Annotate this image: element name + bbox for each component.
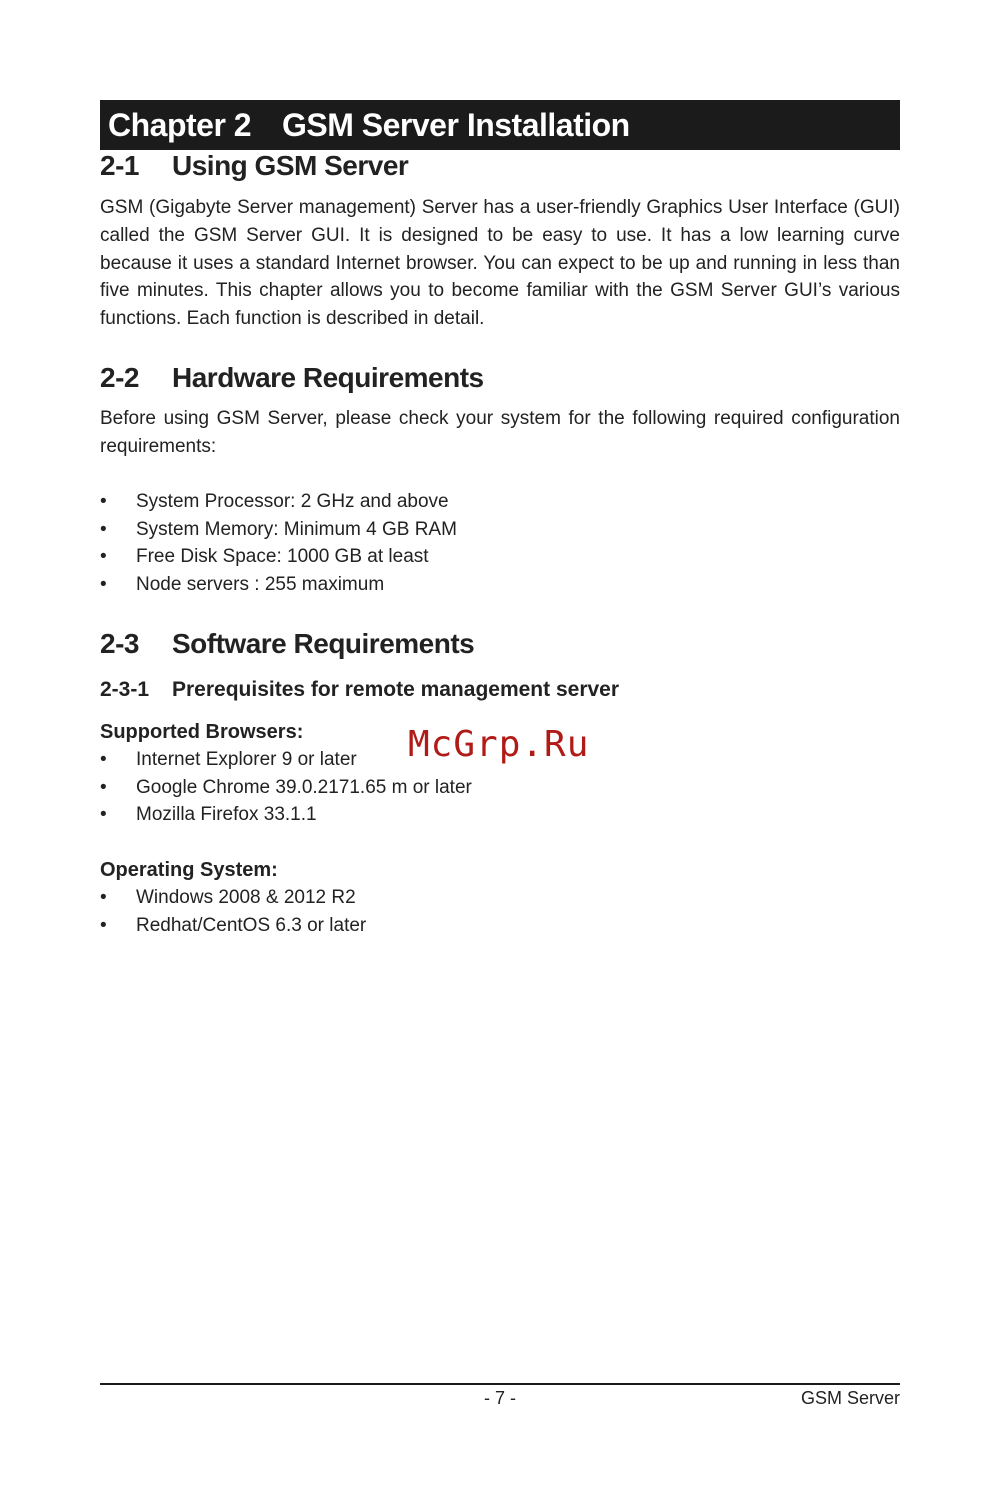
hardware-paragraph: Before using GSM Server, please check your system for the following required configuration requirements: <box>100 408 900 457</box>
list-item: • Free Disk Space: 1000 GB at least <box>100 543 900 571</box>
footer-divider <box>100 1383 900 1385</box>
bullet-icon: • <box>100 518 107 540</box>
chapter-title: GSM Server Installation <box>282 106 630 143</box>
bullet-icon: • <box>100 546 107 568</box>
section-title: Hardware Requirements <box>172 362 484 393</box>
watermark-logo: McGrp.Ru <box>408 724 590 765</box>
bullet-icon: • <box>100 749 107 770</box>
section-heading-2-2: 2-2 Hardware Requirements <box>100 362 484 393</box>
hardware-requirements-list <box>100 488 900 598</box>
operating-system-heading: Operating System: <box>100 859 278 881</box>
list-item: • Redhat/CentOS 6.3 or later <box>100 912 900 940</box>
operating-system-list <box>100 884 900 939</box>
subsection-title: Prerequisites for remote management server <box>172 678 620 701</box>
list-item: • Windows 2008 & 2012 R2 <box>100 884 900 912</box>
subsection-heading-2-3-1: 2-3-1 Prerequisites for remote management server <box>100 678 620 701</box>
chapter-heading <box>100 100 900 150</box>
list-item: • System Memory: Minimum 4 GB RAM <box>100 516 900 544</box>
section-heading-2-1: 2-1 Using GSM Server <box>100 150 409 181</box>
bullet-icon: • <box>100 887 107 908</box>
bullet-icon: • <box>100 804 107 826</box>
list-item: • Internet Explorer 9 or later <box>100 746 900 774</box>
list-item: • Node servers : 255 maximum <box>100 571 900 599</box>
footer-product-name: GSM Server <box>800 1388 900 1408</box>
bullet-icon: • <box>100 491 107 512</box>
section-title: Using GSM Server <box>172 150 409 181</box>
section-heading-2-3: 2-3 Software Requirements <box>100 628 475 659</box>
bullet-icon: • <box>100 914 107 936</box>
page-number: - 7 - <box>483 1388 516 1408</box>
supported-browsers-heading: Supported Browsers: <box>100 721 304 743</box>
list-item: • System Processor: 2 GHz and above <box>100 488 900 516</box>
list-item: • Google Chrome 39.0.2171.65 m or later <box>100 774 900 802</box>
list-item: • Mozilla Firefox 33.1.1 <box>100 801 900 829</box>
section-title: Software Requirements <box>172 628 475 659</box>
chapter-number: Chapter 2 <box>108 106 252 143</box>
intro-paragraph: GSM (Gigabyte Server management) Server has a user-friendly Graphics User Interface (GUI) called the GSM Server GUI. It is designed to be easy to use. It has a low learning curve because it uses a standard Internet browser. You can expect to be up and running in less than five minutes. This chapter allows you to become familiar with the GSM Server GUI’s various functions. Each function is described in detail. <box>100 197 900 330</box>
bullet-icon: • <box>100 776 107 798</box>
bullet-icon: • <box>100 573 107 595</box>
